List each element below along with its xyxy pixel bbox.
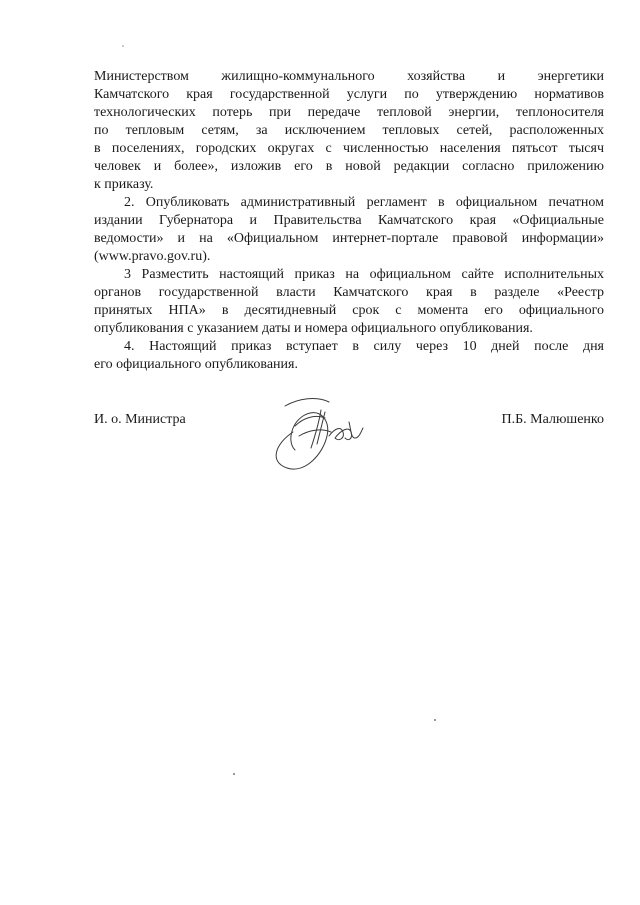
paragraph-2-line-1: 2. Опубликовать административный регламент в официальном печатном xyxy=(124,195,604,210)
paragraph-2-line-3: ведомости» и на «Официальном интернет-портале правовой информации» xyxy=(94,231,604,246)
signatory-name: П.Б. Малюшенко xyxy=(501,412,604,427)
paragraph-2-line-4: (www.pravo.gov.ru). xyxy=(94,249,211,264)
signatory-title: И. о. Министра xyxy=(94,412,186,427)
scan-speck xyxy=(233,773,235,775)
handwritten-signature xyxy=(265,392,375,474)
paragraph-3-line-4: опубликования с указанием даты и номера официального опубликования. xyxy=(94,321,533,336)
paragraph-1-line-4: по тепловым сетям, за исключением тепловых сетей, расположенных xyxy=(94,123,604,138)
scan-speck xyxy=(122,45,124,47)
paragraph-1-line-1: Министерством жилищно-коммунального хозяйства и энергетики xyxy=(94,69,604,84)
paragraph-1-line-6: человек и более», изложив его в новой редакции согласно приложению xyxy=(94,159,604,174)
paragraph-4-line-2: его официального опубликования. xyxy=(94,357,298,372)
paragraph-1-line-3: технологических потерь при передаче тепловой энергии, теплоносителя xyxy=(94,105,604,120)
paragraph-1-line-7: к приказу. xyxy=(94,177,154,192)
paragraph-3-line-1: 3 Разместить настоящий приказ на официальном сайте исполнительных xyxy=(124,267,604,282)
scan-speck xyxy=(434,719,436,721)
paragraph-2-line-2: издании Губернатора и Правительства Камчатского края «Официальные xyxy=(94,213,604,228)
paragraph-3-line-2: органов государственной власти Камчатского края в разделе «Реестр xyxy=(94,285,604,300)
paragraph-1-line-5: в поселениях, городских округах с численностью населения пятьсот тысяч xyxy=(94,141,604,156)
paragraph-3-line-3: принятых НПА» в десятидневный срок с момента его официального xyxy=(94,303,604,318)
paragraph-1-line-2: Камчатского края государственной услуги по утверждению нормативов xyxy=(94,87,604,102)
paragraph-4-line-1: 4. Настоящий приказ вступает в силу через 10 дней после дня xyxy=(124,339,604,354)
